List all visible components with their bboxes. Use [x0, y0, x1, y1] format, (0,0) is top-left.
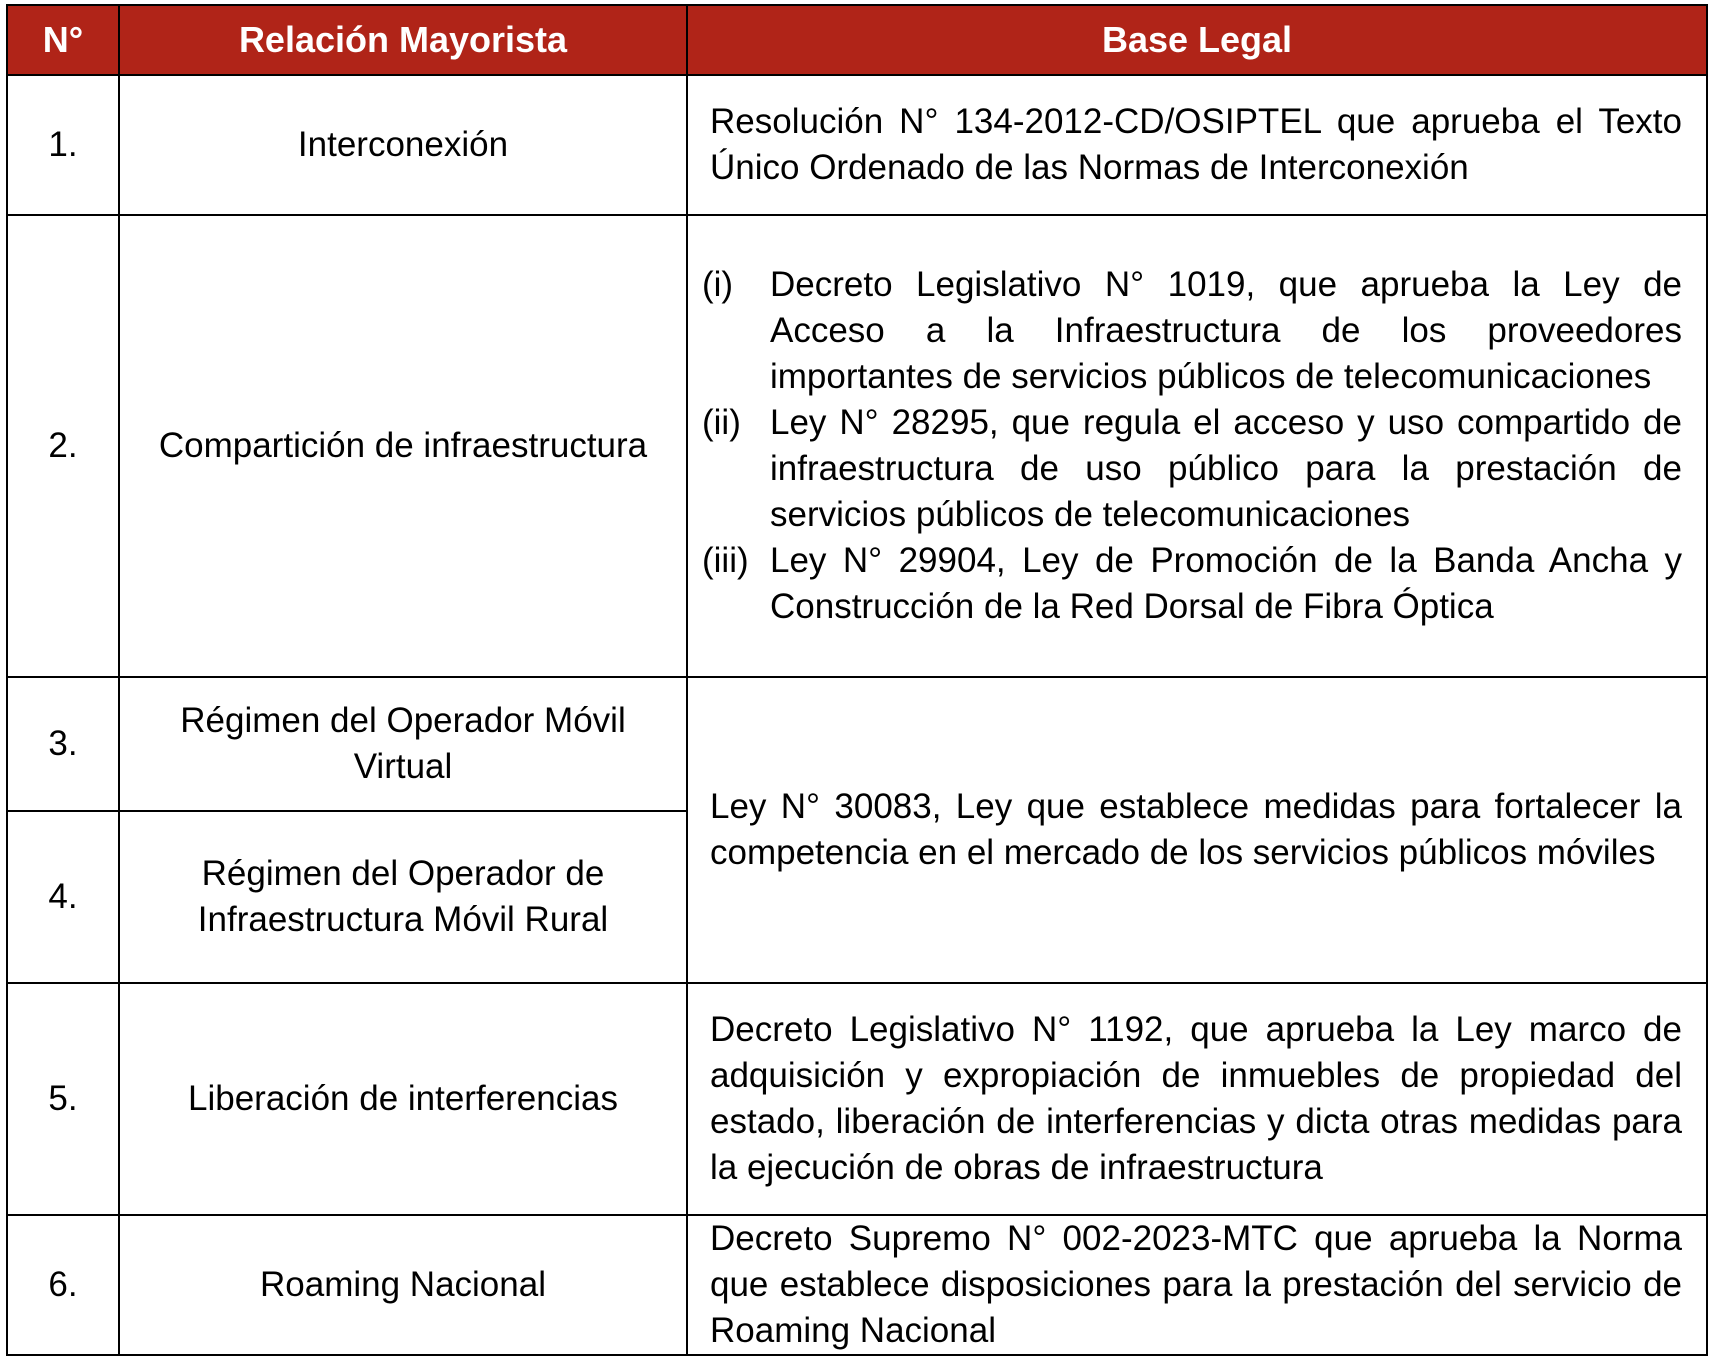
- base-legal-cell: Resolución N° 134-2012-CD/OSIPTEL que aprueba el Texto Único Ordenado de las Normas de Interconexión: [687, 75, 1707, 215]
- table-row: [7, 1215, 1707, 1355]
- base-legal-cell: Decreto Supremo N° 002-2023-MTC que aprueba la Norma que establece disposiciones para la prestación del servicio de Roaming Nacional: [687, 1215, 1707, 1355]
- table-row: [7, 983, 1707, 1215]
- header-relacion: Relación Mayorista: [119, 5, 687, 75]
- base-legal-cell: [687, 215, 1707, 677]
- list-item: [702, 538, 1682, 630]
- relacion-cell: Liberación de interferencias: [119, 983, 687, 1215]
- list-marker: (ii): [702, 403, 741, 442]
- relacion-cell: Roaming Nacional: [119, 1215, 687, 1355]
- document-page: [6, 4, 1708, 1356]
- table-row: [7, 215, 1707, 677]
- table-row: [7, 677, 1707, 811]
- relacion-cell: Interconexión: [119, 75, 687, 215]
- list-text: Ley N° 28295, que regula el acceso y uso compartido de infraestructura de uso público para la prestación de servicios públicos de telecomunicaciones: [770, 403, 1682, 534]
- relacion-cell: Régimen del Operador de Infraestructura Móvil Rural: [119, 811, 687, 983]
- list-item: [702, 400, 1682, 538]
- row-number: 5.: [7, 983, 119, 1215]
- relacion-cell: Compartición de infraestructura: [119, 215, 687, 677]
- row-number: 6.: [7, 1215, 119, 1355]
- list-marker: (i): [702, 265, 734, 304]
- row-number: 1.: [7, 75, 119, 215]
- relaciones-mayoristas-table: [6, 4, 1708, 1356]
- list-marker: (iii): [702, 541, 749, 580]
- header-row: [7, 5, 1707, 75]
- table-header: [7, 5, 1707, 75]
- list-text: Ley N° 29904, Ley de Promoción de la Banda Ancha y Construcción de la Red Dorsal de Fibra Óptica: [770, 541, 1682, 626]
- row-number: 4.: [7, 811, 119, 983]
- row-number: 3.: [7, 677, 119, 811]
- table-body: [7, 75, 1707, 1355]
- base-legal-cell: Ley N° 30083, Ley que establece medidas para fortalecer la competencia en el mercado de los servicios públicos móviles: [687, 677, 1707, 983]
- list-text: Decreto Legislativo N° 1019, que aprueba la Ley de Acceso a la Infraestructura de los proveedores importantes de servicios públicos de telecomunicaciones: [770, 265, 1682, 396]
- table-row: [7, 75, 1707, 215]
- header-num: N°: [7, 5, 119, 75]
- base-legal-cell: Decreto Legislativo N° 1192, que aprueba la Ley marco de adquisición y expropiación de inmuebles de propiedad del estado, liberación de interferencias y dicta otras medidas para la ejecución de obras de infraestructura: [687, 983, 1707, 1215]
- header-base-legal: Base Legal: [687, 5, 1707, 75]
- row-number: 2.: [7, 215, 119, 677]
- relacion-cell: Régimen del Operador Móvil Virtual: [119, 677, 687, 811]
- list-item: [702, 262, 1682, 400]
